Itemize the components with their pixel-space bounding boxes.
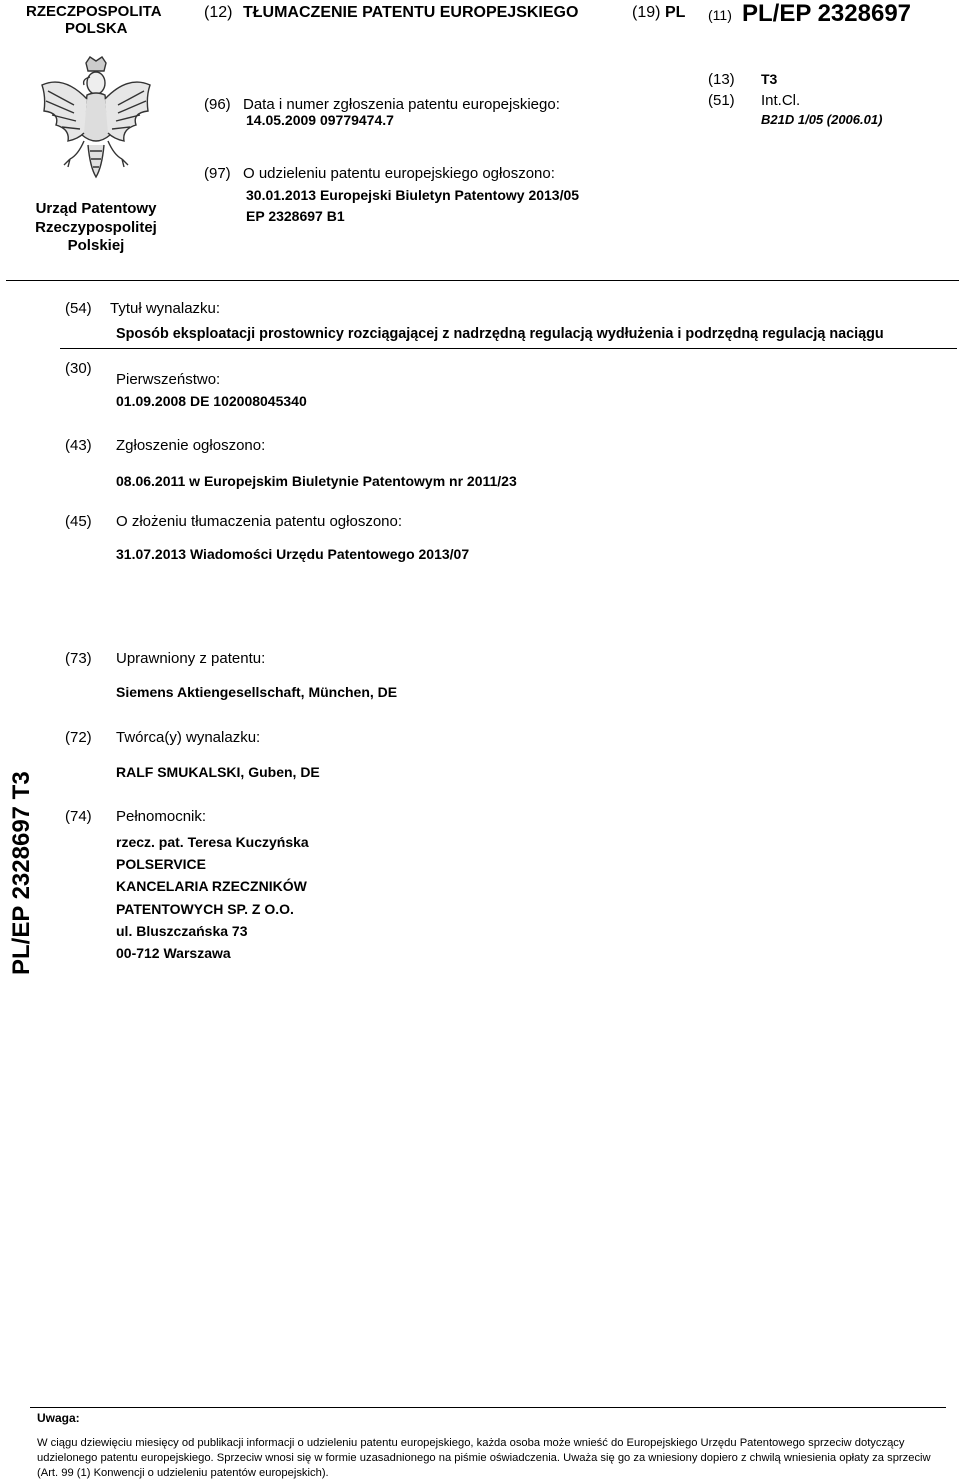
inventor-value: RALF SMUKALSKI, Guben, DE <box>116 764 320 780</box>
title-underline <box>60 348 957 349</box>
attorney-line: POLSERVICE <box>116 856 206 873</box>
application-label: Data i numer zgłoszenia patentu europejskiego: <box>243 96 560 113</box>
header-divider <box>6 280 959 281</box>
code-97: (97) <box>204 165 231 182</box>
country-code: PL <box>665 4 686 21</box>
patent-office-name <box>34 200 158 256</box>
proprietor-label: Uprawniony z patentu: <box>116 650 266 667</box>
code-13: (13) <box>708 71 735 88</box>
code-19: (19) <box>632 4 661 21</box>
application-date-number: 14.05.2009 09779474.7 <box>246 112 394 128</box>
notice-title: Uwaga: <box>37 1411 80 1425</box>
side-publication-label: PL/EP 2328697 T3 <box>8 771 35 975</box>
attorney-line: rzecz. pat. Teresa Kuczyńska <box>116 834 309 850</box>
code-54: (54) <box>65 300 92 317</box>
translation-value: 31.07.2013 Wiadomości Urzędu Patentowego 2013/07 <box>116 546 470 562</box>
code-72: (72) <box>65 729 92 746</box>
code-45: (45) <box>65 513 92 530</box>
attorney-line: 00-712 Warszawa <box>116 945 231 962</box>
int-cl-value: B21D 1/05 (2006.01) <box>761 112 883 127</box>
grant-patent-number: EP 2328697 B1 <box>246 208 345 224</box>
application-published-label: Zgłoszenie ogłoszono: <box>116 437 266 454</box>
polish-eagle-emblem-icon <box>34 55 158 181</box>
office-line-1: Urząd Patentowy <box>35 200 157 217</box>
code-51: (51) <box>708 92 735 109</box>
code-74: (74) <box>65 808 92 825</box>
office-line-2: Rzeczypospolitej <box>35 218 157 236</box>
document-type: TŁUMACZENIE PATENTU EUROPEJSKIEGO <box>243 4 579 21</box>
attorney-line: KANCELARIA RZECZNIKÓW <box>116 878 307 895</box>
code-12: (12) <box>204 4 233 21</box>
country-name-line1: RZECZPOSPOLITA <box>26 3 162 20</box>
code-43: (43) <box>65 437 92 454</box>
application-published-value: 08.06.2011 w Europejskim Biuletynie Patentowym nr 2011/23 <box>116 473 517 489</box>
code-96: (96) <box>204 96 231 113</box>
priority-label: Pierwszeństwo: <box>116 371 221 388</box>
notice-text: W ciągu dziewięciu miesięcy od publikacji informacji o udzieleniu patentu europejskiego, każda osoba może wnieść do Europejskiego Urzędu Patentowego sprzeciw dotyczący udzielonego patentu europejskiego. Sprzeciw wnosi się w formie uzasadnionego na piśmie oświadczenia. Uważa się go za wniesiony dopiero z chwilą wniesienia opłaty za sprzeciw (Art. 99 (1) Konwencji o udzieleniu patentów europejskich). <box>37 1437 931 1479</box>
code-11: (11) <box>708 7 732 23</box>
title-label: Tytuł wynalazku: <box>110 300 221 317</box>
country-name-line2: POLSKA <box>65 20 128 37</box>
priority-value: 01.09.2008 DE 102008045340 <box>116 393 307 409</box>
code-73: (73) <box>65 650 92 667</box>
attorney-line: ul. Bluszczańska 73 <box>116 922 248 939</box>
office-line-3: Polskiej <box>67 237 125 254</box>
publication-number: PL/EP 2328697 <box>742 0 912 27</box>
inventor-label: Twórca(y) wynalazku: <box>116 729 261 746</box>
translation-label: O złożeniu tłumaczenia patentu ogłoszono: <box>116 513 403 530</box>
attorney-label: Pełnomocnik: <box>116 808 207 825</box>
kind-code: T3 <box>761 71 778 87</box>
code-30: (30) <box>65 360 92 377</box>
grant-label: O udzieleniu patentu europejskiego ogłoszono: <box>243 165 555 182</box>
int-cl-label: Int.Cl. <box>761 92 801 109</box>
attorney-block <box>116 831 309 964</box>
proprietor-value: Siemens Aktiengesellschaft, München, DE <box>116 684 398 700</box>
attorney-line: PATENTOWYCH SP. Z O.O. <box>116 900 294 917</box>
grant-bulletin: 30.01.2013 Europejski Biuletyn Patentowy 2013/05 <box>246 187 580 203</box>
invention-title: Sposób eksploatacji prostownicy rozciągającej z nadrzędną regulacją wydłużenia i podrzędną regulacją naciągu <box>116 326 884 342</box>
notice-divider <box>30 1407 946 1408</box>
